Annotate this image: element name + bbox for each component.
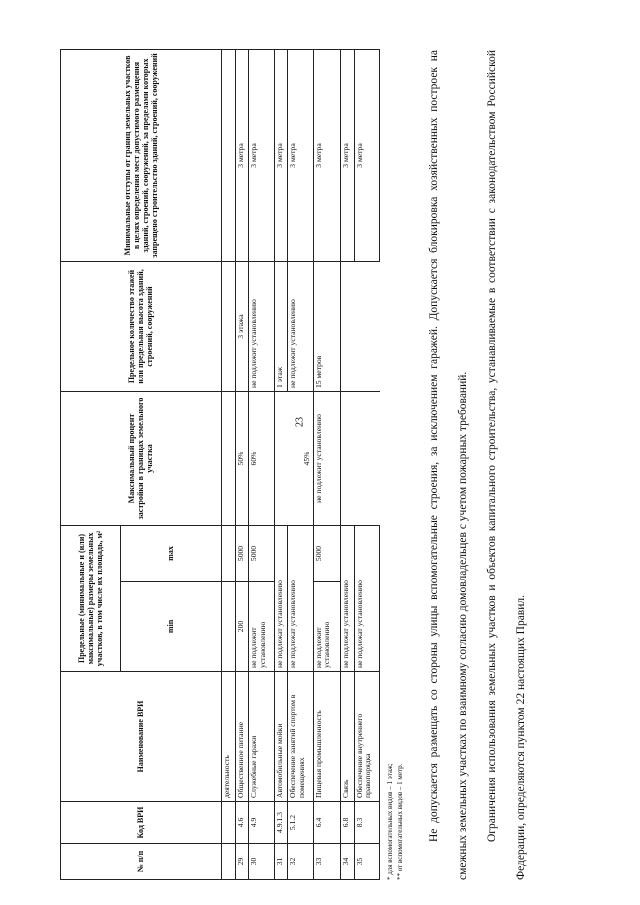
table-row xyxy=(313,50,341,880)
paragraph: Не допускается размещать со стороны улицы вспомогательные строения, за исключением гаражей. Допускается блокировка хозяйственных построек на смежных земельных участках по взаимному согласию домовладельцев с учетом пожарных требований. xyxy=(428,50,469,880)
cell-name: Обеспечение внутреннего правопорядка xyxy=(354,672,379,802)
cell-no: 29 xyxy=(235,844,249,880)
cell-min: 200 xyxy=(235,582,249,672)
cell-code: 6.8 xyxy=(341,802,354,844)
header-percent: Максимальный процент застройки в границах земельного участка xyxy=(61,392,222,526)
cell-code: 8.3 xyxy=(354,802,379,844)
table-row xyxy=(274,50,288,880)
cell-name: Связь xyxy=(341,672,354,802)
cell-floors: 1 этаж xyxy=(274,262,288,392)
body-text xyxy=(420,50,536,880)
footnote: ** от вспомогательных видов – 1 метр. xyxy=(395,763,404,880)
header-min: min xyxy=(120,582,221,672)
table-row xyxy=(341,50,354,880)
cell-setback: 3 метра xyxy=(288,50,313,262)
header-floors: Предельное количество этажей или предельная высота зданий, строений, сооружений xyxy=(61,262,222,392)
cell-code: 4.9.1.3 xyxy=(274,802,288,844)
cell-percent: 50% xyxy=(235,392,249,526)
cell-max: 5000 xyxy=(313,526,341,582)
cell-name: Обеспечение занятий спортом в помещениях xyxy=(288,672,313,802)
zoning-table xyxy=(60,49,380,880)
cell-setback: 3 метра xyxy=(235,50,249,262)
cell-minmax: не подлежат установлению xyxy=(274,526,288,672)
cell-percent: 45% xyxy=(274,392,313,526)
header-code: Код ВРИ xyxy=(61,802,222,844)
table-row xyxy=(235,50,249,880)
cell-name: Служебные гаражи xyxy=(249,672,274,802)
cell-no: 32 xyxy=(288,844,313,880)
header-no: № п/п xyxy=(61,844,222,880)
cell-minmax: не подлежат установлению xyxy=(288,526,313,672)
cell-no: 33 xyxy=(313,844,341,880)
cell-setback: 3 метра xyxy=(341,50,354,262)
cell-no: 30 xyxy=(249,844,274,880)
header-name: Наименование ВРИ xyxy=(61,672,222,802)
header-setbacks: Минимальные отступы от границ земельных участков в целях определения мест допустимого размещения зданий, строений, сооружений, за пределами которых запрещено строительство зданий, строений, сооружений xyxy=(61,50,222,262)
cell-no: 35 xyxy=(354,844,379,880)
header-sizes: Предельные (минимальные и (или) максимальные) размеры земельных участков, в том числе их площадь, м² xyxy=(61,526,121,672)
cell-minmax: не подлежат установлению xyxy=(341,526,354,672)
cell-setback: 3 метра xyxy=(249,50,274,262)
cell-setback: 3 метра xyxy=(274,50,288,262)
cell-floors: 3 этажа xyxy=(235,262,249,392)
cell-setback: 3 метра xyxy=(313,50,341,262)
cell-floors: не подлежит установлению xyxy=(288,262,313,392)
cell-percent: 60% xyxy=(249,392,274,526)
cell-minmax: не подлежат установлению xyxy=(354,526,379,672)
footnotes xyxy=(386,763,406,880)
cell-code: 5.1.2 xyxy=(288,802,313,844)
cell-no: 31 xyxy=(274,844,288,880)
table-row xyxy=(249,50,274,880)
cell-min: не подлежит установлению xyxy=(313,582,341,672)
table-header-row xyxy=(61,50,121,880)
cell-floors: 15 метров xyxy=(313,262,341,392)
cell-min: не подлежит установлению xyxy=(249,582,274,672)
rotated-page-content xyxy=(60,40,635,880)
table-row xyxy=(221,50,235,880)
cell-code: 4.6 xyxy=(235,802,249,844)
cell-code: 4.9 xyxy=(249,802,274,844)
cell-percent: не подлежит установлению xyxy=(313,392,341,526)
cell-name: Пищевая промышленность xyxy=(313,672,341,802)
footnote: * для вспомогательных видов – 1 этаж; xyxy=(386,763,394,880)
paragraph: Ограничения использования земельных участков и объектов капитального строительства, устанавливаемые в соответствии с законодательством Российской Федерации, определяются пунктом 22 настоящих Правил. xyxy=(486,50,527,880)
cell-no: 34 xyxy=(341,844,354,880)
cell-max: 5000 xyxy=(249,526,274,582)
cell-max: 5000 xyxy=(235,526,249,582)
cell-name: Общественное питание xyxy=(235,672,249,802)
header-max: max xyxy=(120,526,221,582)
continuation-text: деятельность xyxy=(221,672,235,802)
cell-setback: 3 метра xyxy=(354,50,379,262)
cell-code: 6.4 xyxy=(313,802,341,844)
cell-name: Автомобильные мойки xyxy=(274,672,288,802)
page-number: 23 xyxy=(294,417,306,427)
cell-floors: не подлежит установлению xyxy=(249,262,274,392)
